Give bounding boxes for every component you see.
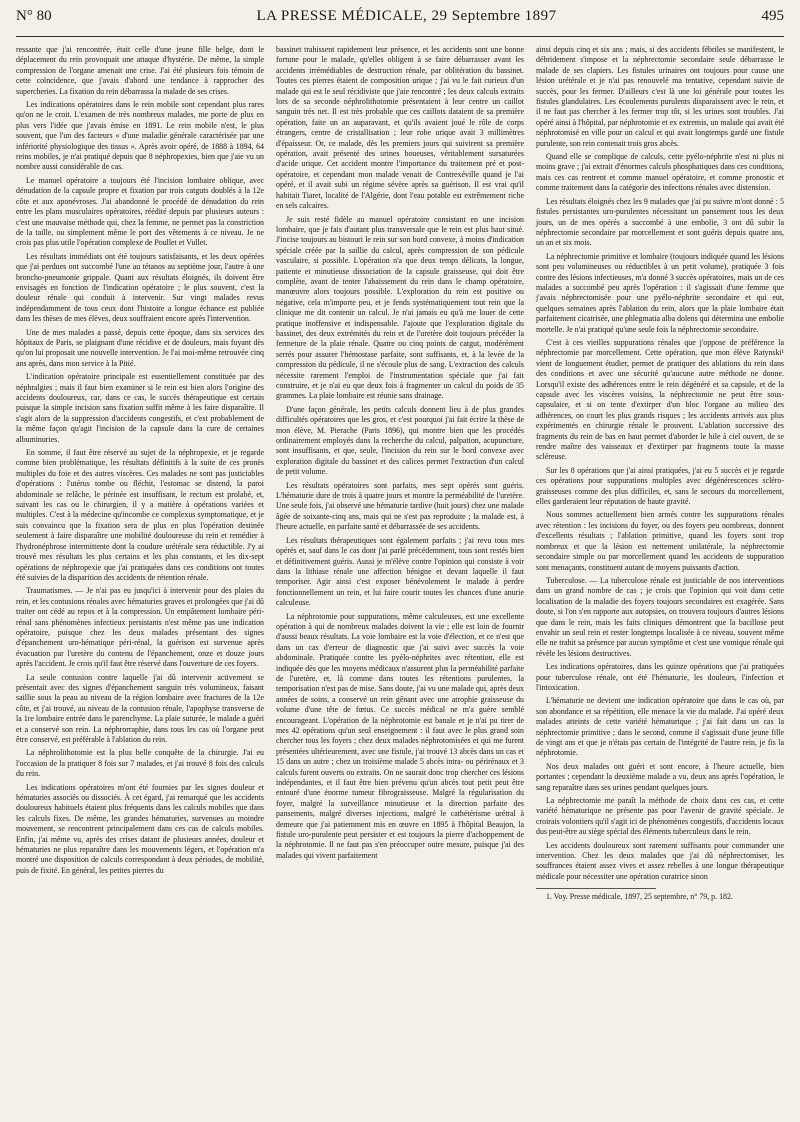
page-number-right: 495 (761, 8, 784, 24)
paragraph: Les résultats opératoires sont parfaits, mes sept opérés sont guéris. L'hématurie dure de trois à quatre jours et montre la perméabilité de l'uretère. Une seule fois, j'ai observé une hématurie tardive (huit jours) chez une malade âgée de soixante-cinq ans, mais qui ne s'est pas reproduite ; la malade est, à l'heure actuelle, en parfaite santé et débarrassée de ses accidents. (276, 480, 524, 532)
paragraph: La seule contusion contre laquelle j'ai dû intervenir activement se présentait avec des signes d'épanchement sanguin très volumineux, faisant saillie sous la peau au niveau de la région lombaire avec fractures de la 12e côte, et j'ai trouvé, au niveau de la contusion rénale, l'apophyse transverse de la 1re lombaire entrée dans le parenchyme. La plaie suturée, le malade a guéri et a conservé son rein. La néphrorraphie, dans tous les cas où l'organe peut être conservé, est préférable à l'ablation du rein. (16, 672, 264, 744)
paragraph: En somme, il faut être réservé au sujet de la néphropexie, et je regarde comme bien problématique, les résultats définitifs à la suite de ces pronès multiples du foie et des autres viscères. Ces malades ne sont pas justiciables d'opérations : l'utérus tombe ou fléchit, l'estomac se distend, la paroi abdominale se relâche, le périnée est insuffisant, le rectum est prolabé, et, suivant les cas ou le chirurgien, il y a matière à opérations variées et multiples. C'est à la médecine qu'incombe ce complexus symptomatique, et je suis convaincu que la fixation sera de plus en plus l'opération destinée seulement à faire disparaître une mobilité douloureuse du rein et remédier à l'hydronéphrose intermittente dont la coudure urétérale sera réductible. J'y ai trouvé mes résultats les plus certains et les plus constants, et les dix-sept opérations de néphropexie que j'ai pratiquées dans ces conditions ont toutes été suivies de la disparition des accidents de rétention rénale. (16, 448, 264, 582)
article-columns (10, 45, 790, 906)
paragraph: Les indications opératoires m'ont été fournies par les signes douleur et hématuries associés ou dissociés. À cet égard, j'ai remarqué que les accidents douloureux habituels étaient plus fréquents dans les calculs mobiles que dans les calculs fixes. De même, les grandes hématuries, survenues au moindre mouvement, se rencontrent principalement dans ces cas de calculs mobiles. Enfin, j'ai même vu, après des crises datant de plusieurs années, douleur et hématuries ne plus reparaître dans les mouvements légers, et l'opération m'a montré une disposition de calculs correspondant à deux périodes, de mobilité, puis de fixité. En général, les petites pierres du (16, 782, 264, 875)
page-number-left: N° 80 (16, 8, 52, 24)
paragraph: Les résultats éloignés chez les 9 malades que j'ai pu suivre m'ont donné : 5 fistules persistantes uro-purulentes nécessitant un pansement tous les deux jours, un de mes opérés a succombé à une embolie, 3 ont dû subir la néphrectomie secondaire par morcellement et sont guéris depuis quatre ans, un an et six mois. (536, 196, 784, 248)
column-left (16, 45, 264, 906)
paragraph: ainsi depuis cinq et six ans ; mais, si des accidents fébriles se manifestent, le débridement s'impose et la néphrectomie secondaire seule débarrasse le malade de ses clapiers. Les fistules urinaires ont toujours pour cause une lésion urétérale et je n'ai pas renouvelé ma tentative, cependant suivie de succès, pour les fermer. D'ailleurs c'est là une loi générale pour toutes les fistules glandulaires. Les écoulements purulents disparaissent avec le rein, et il ne faut pas chercher à les fermer trop tôt, si les urines sont troubles. J'ai opéré ainsi à l'hôpital, par néphrotomie et ex extremis, un malade qui avait été néphrotomisé en ville pour un calcul et qui avait longtemps gardé une fistule purulente, son rein contenait trois gros abcès. (536, 45, 784, 148)
paragraph: Tuberculose. — La tuberculose rénale est justiciable de nos interventions dans un grand nombre de cas ; je crois que l'opinion qui voit dans cette localisation de la maladie des foyers toujours secondaires est exagérée. Sans doute, si l'on s'en rapporte aux autopsies, on trouvera toujours d'autres lésions que dans le rein, mais les faits cliniques démontrent que la bacillose peut envahir un seul rein et rester longtemps localisée à ce niveau, souvent même elle ne trahit sa présence par aucun symptôme et c'est une vomique rénale qui révèle les lésions destructives. (536, 575, 784, 658)
paragraph: La néphrectomie me paraît la méthode de choix dans ces cas, et cette variété hématurique ne présente pas pour l'avenir de gravité spéciale. Je croirais volontiers qu'il s'agit ici de phénomènes congestifs, d'accidents locaux dus peut-être au siège spécial des éléments tuberculeux dans le rein. (536, 796, 784, 837)
paragraph: Traumatismes. — Je n'ai pas eu jusqu'ici à intervenir pour des plaies du rein, et les contusions rénales avec hématuries graves et prolongées que j'ai dû traiter ont cédé au repos et à la compression. Un empâtement lombaire péri-rénal sans phénomènes infectieux persistants n'est même pas une indication opératoire, puisque chez les deux malades présentant des signes d'épanchement uro-hématique péri-rénal, la guérison est survenue après évacuation par l'uretère du contenu de l'épanchement, onze et douze jours après l'accident. Je crois qu'il faut être réservé dans l'ouverture de ces foyers. (16, 586, 264, 669)
journal-title: LA PRESSE MÉDICALE, 29 Septembre 1897 (256, 8, 557, 24)
paragraph: Je suis resté fidèle au manuel opératoire consistant en une incision lombaire, que je fais d'autant plus transversale que le rein est plus haut situé. J'incise toujours au bistouri le rein sur son bord convexe, à moins d'indication spéciale créée par la saillie du calcul, après compression de son pédicule vasculaire, si possible. L'opération n'a que deux temps délicats, la longue, patiente et minutieuse dissociation de la capsule graisseuse, qui doit être complète, avant de tenter l'abaissement du rein dans le champ opératoire, manœuvre alors toujours possible. L'exploration du rein est positive ou négative, cela m'importe peu, et je fends systématiquement tout rein que la clinique me dit contenir un calcul. Je n'ai jamais eu qu'à me louer de cette pratique inoffensive et indispensable. J'ajoute que l'exploration digitale du bassinet, des deux extrémités du rein et de l'uretère doit toujours précéder la fermeture de la plaie rénale. Quatre ou cinq points de catgut, modérément serrés pour assurer l'hémostase parfaite, sont suffisants, et, à la levée de la compression du pédicule, il ne s'écoule plus de sang. L'extraction des calculs nécessite rarement l'emploi de l'instrumentation spéciale que j'ai fait construire, et je n'ai eu que deux fois à fragmenter un calcul du poids de 35 grammes. La plaie lombaire est réunie sans drainage. (276, 214, 524, 401)
paragraph: Nos deux malades ont guéri et sont encore, à l'heure actuelle, bien portantes ; cependant la deuxième malade a vu, deux ans après l'opération, le sang reparaître dans ses urines pendant quelques jours. (536, 761, 784, 792)
column-right (536, 45, 784, 906)
column-middle (276, 45, 524, 906)
paragraph: L'hématurie ne devient une indication opératoire que dans le cas où, par son abondance et sa répétition, elle menace la vie du malade. J'ai opéré deux malades atteints de cette variété hématurique ; j'ai fait dans un cas la néphrectomie primitive ; dans le second, comme il s'agissait d'une jeune fille de vingt ans et que je n'étais pas certain de l'intégrité de l'autre rein, je fis la néphrotomie. (536, 696, 784, 758)
paragraph: Nous sommes actuellement bien armés contre les suppurations rénales avec rétention : les incisions du foyer, ou des foyers peu nombreux, donnent d'excellents résultats ; l'ablation primitive, quand les foyers sont trop nombreux et que la lésion est nettement unilatérale, la néphrectomie secondaire simple ou par morcellement quand les accidents de suppuration sont menaçants, constituent autant de moyens puissants d'action. (536, 510, 784, 572)
paragraph: Quand elle se complique de calculs, cette pyélo-néphrite n'est ni plus ni moins grave ; j'ai extrait d'énormes calculs phosphatiques dans ces conditions, mais ces cas rentrent et comme manuel opératoire, et comme pronostic et comme traitement dans la catégorie des infections rénales avec distension. (536, 152, 784, 193)
paragraph: L'indication opératoire principale est essentiellement constituée par des néphralgies ; mais il faut bien examiner si le rein est bien alors l'origine des accidents douloureux, car, dans ce cas, le succès thérapeutique est certain puisque la simple incision sans fixation suffit même à les faire disparaître. Il s'agit alors de la suppression d'accidents congestifs, et c'est probablement de la même façon qu'agit l'incision de la capsule dans la cure de certaines albuminuries. (16, 372, 264, 444)
footnote: 1. Voy. Presse médicale, 1897, 25 septembre, n° 79, p. 182. (546, 892, 733, 902)
page-header (16, 8, 784, 37)
paragraph: La néphrectomie primitive et lombaire (toujours indiquée quand les lésions sont peu volumineuses ou réductibles à un petit volume), pratiquée 3 fois contre des lésions infectieuses, m'a donné 3 succès opératoires, mais un de ces malades a succombé peu après l'opération : il s'agissait d'une femme que j'avais néphrectomisée pour une pyélo-néphrite secondaire et qui eut, quelques semaines après l'ablation du rein, alors que la plaie lombaire était parfaitement cicatrisée, une phlegmatia alba dolens qui détermina une embolie mortelle. Je n'ai pratiqué qu'une seule fois la néphrectomie secondaire. (536, 251, 785, 334)
paragraph: Les accidents douloureux sont rarement suffisants pour commander une intervention. Chez les deux malades que j'ai dû néphrectomiser, les souffrances étaient assez vives et assez rebelles à une longue thérapeutique médicale pour nécessiter une opération curatrice sinon (536, 840, 784, 881)
paragraph: Une de mes malades a passé, depuis cette époque, dans six services des hôpitaux de Paris, se plaignant d'une récidive et de douleurs, mais fuyant dès qu'on lui proposait une nouvelle intervention. Je l'ai moi-même retrouvée cinq ans après, dans mon service à la Pitié. (16, 327, 264, 368)
paragraph: Les résultats thérapeutiques sont également parfaits ; j'ai revu tous mes opérés et, sauf dans le cas dont j'ai parlé précédemment, tous sont restés bien et définitivement guéris. Aussi je m'élève contre l'opinion qui consiste à voir dans la lithiase rénale une affection bénigne et devant laquelle il faut temporiser. Agir ainsi c'est exposer bénévolement le malade à perdre fonctionnellement un rein, et lui faire courir toutes les chances d'une anurie calculeuse. (276, 535, 524, 608)
paragraph: Les indications opératoires, dans les quinze opérations que j'ai pratiquées pour tuberculose rénale, ont été l'hématurie, les douleurs, l'infection et l'intoxication. (536, 662, 784, 692)
paragraph: ressante que j'ai rencontrée, était celle d'une jeune fille belge, dont le déplacement du rein provoquait une attaque d'hystérie. De même, la simple compression de l'organe amenait une crise. J'ai été plusieurs fois témoin de cette coïncidence, que j'avais d'abord une tendance à rapprocher des supercheries. La fixation du rein débarrassa la malade de ses crises. (16, 45, 264, 96)
paragraph: C'est à ces vieilles suppurations rénales que j'oppose de préférence la néphrectomie par morcellement. Cette opération, que mon élève Ratynski¹ vient de longuement étudier, permet de pratiquer des ablations du rein dans des conditions et avec une sécurité qu'aucune autre méthode ne donne. Lorsqu'il existe des adhérences entre le rein dégénéré et sa capsule, et de la capsule avec les viscères voisins, la néphrectomie ne peut être sous-capsulaire, et si on tente d'extirper d'un bloc l'organe au milieu des adhérences, on court les plus grands risques ; les accidents arrivés aux plus expérimentés en chirurgie rénale le prouvent. L'ablation successive des fragments du rein de bas en haut permet d'aborder le hile à ciel ouvert, de se rendre maître des vaisseaux et d'extirper par fragments toute la masse scléreuse. (536, 337, 784, 462)
paragraph: bassinet trahissent rapidement leur présence, et les accidents sont une bonne fortune pour le malade, qu'elles obligent à se faire débarrasser avant les accidents irrémédiables de destruction rénale, par oblitération du bassinet. Toutes ces pierres étaient de composition urique ; j'ai vu le fait curieux d'un malade qui est le seul récidiviste que j'aie rencontré ; les deux calculs extraits lors de sa seconde néphrolithotomie présentaient à leur centre un caillot sanguin très net. Il est très probable que ces caillots dataient de sa première opération, faite un an auparavant, et qu'ils avaient joué le rôle de corps étrangers, centre de cristallisation ; leur robe urique avait 3 millimètres d'épaisseur. Or, ce malade, dès les premiers jours qui suivirent sa première opération, avait présenté des urines boueuses, véritablement sursaturées d'acide urique. Cet accident montre l'importance du traitement pré et post-opératoire, et cependant mon malade venait de Contrexéville quand je l'ai opéré, et il avait subi un régime sévère après sa guérison. Il est vrai qu'il habitait Tiaret, localité de l'Algérie, dont l'eau potable est extrêmement riche en sels calcaires. (276, 45, 524, 211)
paragraph: Le manuel opératoire a toujours été l'incision lombaire oblique, avec dénudation de la capsule propre et fixation par trois catguts doublés à la 12e côte et aux aponévroses. J'ai abandonné le procédé de dénudation du rein entre les plans musculaires opératoires, réédité depuis par plusieurs auteurs : c'est une mauvaise méthode qui, chez la femme, ne permet pas la constriction de la taille, ou simplement même le port des vêtements à ce niveau. Je ne crois pas plus utile l'opération complexe de Poullet et Vullet. (16, 175, 264, 248)
paragraph: Les résultats immédiats ont été toujours satisfaisants, et les deux opérées que j'ai perdues ont succombé l'une au tétanos au septième jour, l'autre à une broncho-pneumonie grippale. Quant aux résultats éloignés, ils doivent être envisagés en fonction de l'indication opératoire ; le plus souvent, c'est la douleur rénale qui conduit à intervenir. Sur vingt malades revus indépendamment de tous ceux dont l'histoire a longue échance est publiée dans les thèses de mes élèves, deux souffraient encore après l'intervention. (16, 251, 264, 324)
paragraph: Sur les 8 opérations que j'ai ainsi pratiquées, j'ai eu 5 succès et je regarde ces opérations pour suppurations multiples avec dégénérescences scléro-graisseuses comme des plus difficiles, et, sans le secours du morcellement, elles garderaient leur réputation de haute gravité. (536, 465, 784, 507)
paragraph: La néphrotomie pour suppurations, même calculeuses, est une excellente opération à qui de nombreux malades doivent la vie ; elle est loin de fournir d'aussi beaux résultats. La voie lombaire est la voie d'élection, et ce n'est que dans un cas d'erreur de diagnostic que j'ai suivi avec succès la voie abdominale. Pratiquée contre les pyélo-néphrites avec rétention, elle est indiquée dès que les moyens médicaux n'assurent plus la perméabilité parfaite de l'uretère, et, là comme dans toutes les rétentions purulentes, la temporisation n'est pas de mise. Sans doute, j'ai vu une malade qui, après deux années de soins, a conservé un rein gênant avec une atrophie graisseuse du volume d'une tête de fœtus. Ce succès médical ne m'a guère semblé encourageant. L'opération de la néphrotomie est banale et je n'ai pu tirer de mes 42 opérations qu'un seul enseignement : il faut avec le plus grand soin chercher tous les foyers ; chez deux malades néphrotomisées et qui me furent présentées ultérieurement, avec une fistule, j'ai trouvé 13 abcès dans un cas et 15 dans un autre ; chez un troisième malade 5 abcès intra- ou périrénaux et 3 calculs furent ouverts ou extraits. On ne saurait donc trop chercher ces lésions indépendantes, et il faut être bien prévenu qu'un abcès tout petit peut être entouré d'une énorme tumeur fibrograisseuse. Malgré la régularisation du foyer, malgré la surveillance minutieuse et la direction parfaite des pansements, malgré diverses injections, malgré le cathétérisme urétral à demeure que j'ai patiemment mis en œuvre en 1895 à l'hôpital Beaujon, la fistule uro-purulente peut persister et est toujours la pierre d'achoppement de la néphrotomie. Il ne faut pas s'en préoccuper outre mesure, puisque j'ai des malades qui vivent parfaitement (276, 611, 524, 860)
paragraph: D'une façon générale, les petits calculs donnent lieu à de plus grandes difficultés opératoires que les gros, et c'est pourquoi j'ai fait écrire la thèse de mon élève, M. Pierache (Paris 1896), qui montre bien que les procédés ordinairement employés dans la recherche du calcul, palpation, acupuncture, sont insuffisants, et que, seule, l'incision du rein sur le bord convexe avec exploration digitale du bassinet et des calices permet l'extraction d'un calcul de petit volume. (276, 404, 524, 477)
paragraph: La néphrolithotomie est la plus belle conquête de la chirurgie. J'ai eu l'occasion de la pratiquer 8 fois sur 7 malades, et j'ai trouvé 8 fois des calculs du rein. (16, 748, 264, 779)
paragraph: Les indications opératoires dans le rein mobile sont cependant plus rares qu'on ne le croit. L'examen de très nombreux malades, me porte de plus en plus vers l'idée que j'avais émise en 1891. Le rein mobile n'est, le plus souvent, que l'un des facteurs « d'une maladie générale caractérisée par une infériorité physiologique des tissus ». Après avoir opéré, de 1888 à 1894, 64 reins mobiles, je n'ai pratiqué depuis que 8 néphropexies, bien que j'aie vu un nombre aussi considérable de cas. (16, 100, 264, 172)
